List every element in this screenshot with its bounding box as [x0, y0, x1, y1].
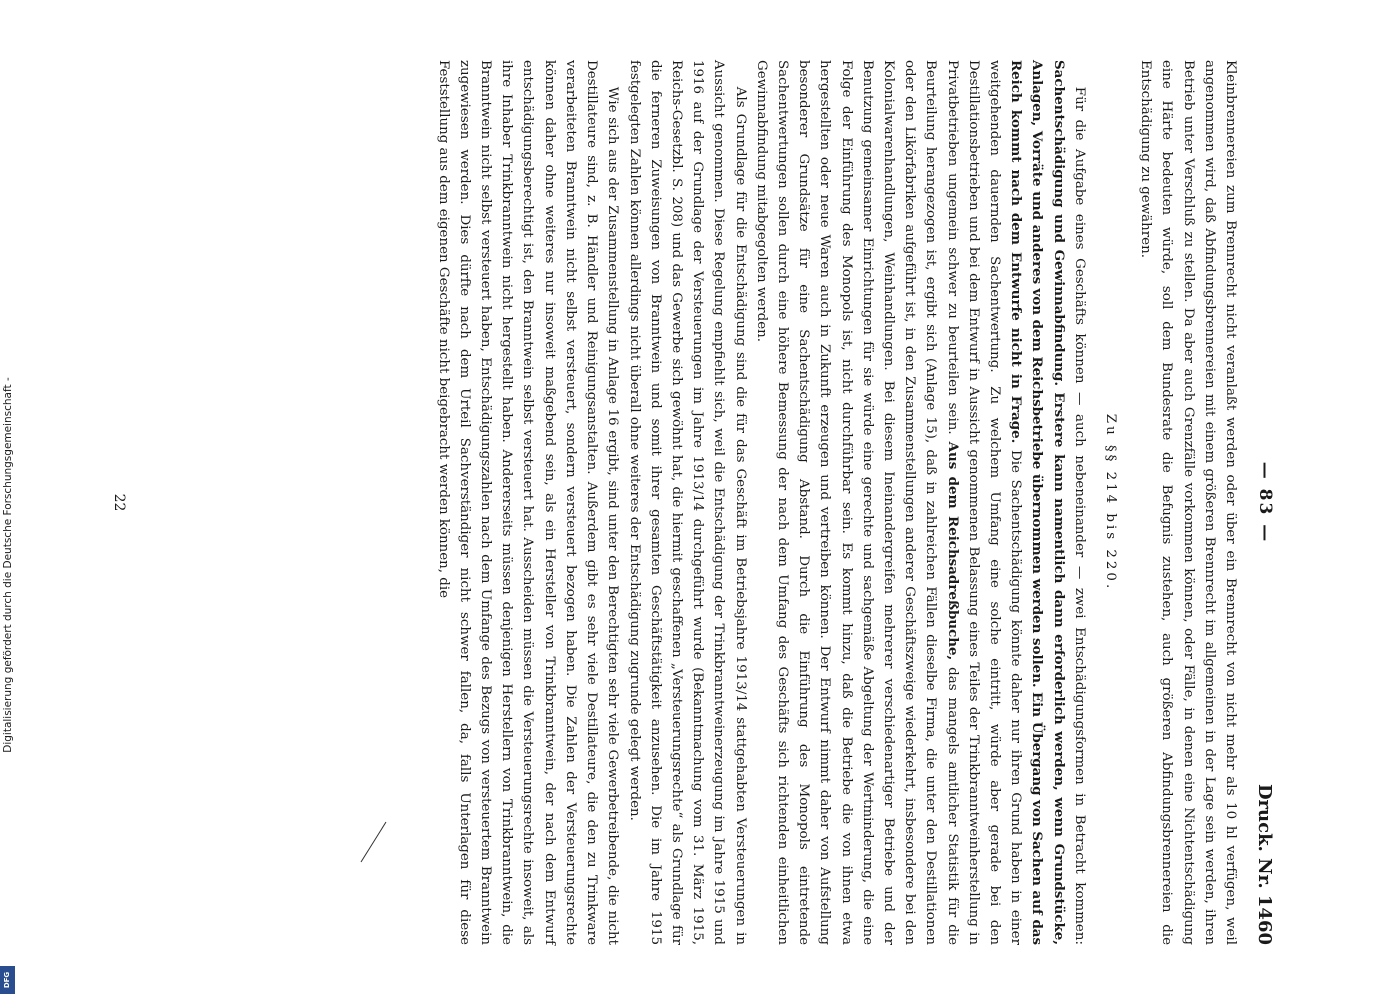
- document-page: [111, 60, 1275, 946]
- signature-mark: 22: [111, 493, 128, 512]
- paragraph-1: Kleinbrennereien zum Brennrecht nicht veranlaßt werden oder über ein Brennrecht von nicht mehr als 10 hl verfügen, weil angenommen wird, daß Abfindungsbrennereien mit einem größeren Brennrecht im allgemeinen in der Lage sein werden, ihren Betrieb unter Verschluß zu stellen. Da aber auch Grenzfälle vorkommen können, oder Fälle, in denen eine Nichtentschädigung eine Härte bedeuten würde, soll dem Bundesrate die Befugnis zustehen, auch größeren Abfindungsbrennereien die Entschädigung zu gewähren.: [1138, 60, 1238, 945]
- dfg-logo: [0, 966, 15, 994]
- paragraph-2: [751, 60, 1090, 945]
- para2-bold-4: Aus dem Reichsadreßbuche,: [944, 441, 961, 661]
- para2-text-end: das mangels amtlicher Statistik für die Beurteilung herangezogen ist, ergibt sich (Anlage 15), daß in zahlreichen Fällen dieselbe Firma, die unter den Destillationen oder den Likörfabriken aufgeführt ist, in den Zusammenstellungen anderer Geschäftszweige wiederkehrt, insbesondere bei den Kolonialwarenhandlungen, Weinhandlungen. Bei diesem Ineinandergreifen mehrerer verschiedenartiger Betriebe und der Benutzung gemeinsamer Einrichtungen für sie würde eine gerechte und sachgemäße Abgeltung der Wertminderung, die eine Folge der Einführung des Monopols ist, nicht durchführbar sein. Es kommt hinzu, daß die Betriebe die von ihnen etwa hergestellten oder neue Waren auch in Zukunft erzeugen und vertreiben können. Der Entwurf nimmt daher von Aufstellung besonderer Grundsätze für eine Sachentschädigung Abstand. Durch die Einführung des Monopols eintretende Sachentwertungen sollen durch eine höhere Bemessung der nach dem Umfang des Geschäfts sich richtenden einheitlichen Gewinnabfindung mitabgegolten werden.: [753, 60, 960, 946]
- para2-text-mid-2: Die Sachentschädigung könnte daher nur ihren Grund haben in einer weitgehenden dauernden Sachentwertung. Zu welchem Umfang eine solche eintritt, würde aber gerade bei den Destillationsbetrieben und bei dem Entwurf in Aussicht genommenen Belassung eines Teiles der Trinkbranntweinherstellung in Privatbetrieben ungemein schwer zu beurteilen sein.: [944, 60, 1024, 945]
- pencil-mark: [358, 820, 388, 865]
- page-header: [1241, 60, 1275, 945]
- para2-bold-3: Ein Übergang von Sachen auf das Reich kommt nach dem Entwurfe nicht in Frage.: [1008, 60, 1046, 946]
- para2-text-start: Für die Aufgabe eines Geschäfts können — auch nebeneinander — zwei Entschädigungsformen in Betracht kommen:: [1071, 86, 1087, 945]
- digitization-credit: [1, 140, 15, 990]
- para2-bold-1: Sachentschädigung und Gewinnabfindung.: [1050, 60, 1067, 387]
- para2-mid-1: Erstere kann namentlich dann erforderlich werden, wenn Grundstücke, Anlagen, Vorräte und anderes: [1029, 60, 1067, 945]
- paragraph-4: Wie sich aus der Zusammenstellung in Anlage 16 ergibt, sind unter den Berechtigten sehr viele Gewerbetreibende, die nicht Destillateure sind, z. B. Händler und Reinigungsanstalten. Außerdem gibt es sehr viele Destillateure, die den zu Trinkware verarbeiteten Branntwein nicht selbst versteuert, sondern versteuert bezogen haben. Die Zahlen der Versteuerungsrechte können daher ohne weiteres nur insoweit maßgebend sein, als ein Hersteller von Trinkbranntwein, der nach dem Entwurf entschädigungsberechtigt ist, den Branntwein selbst versteuert hat. Ausscheiden müssen die Versteuerungsrechte insoweit, als ihre Inhaber Trinkbranntwein nicht hergestellt haben. Andererseits müssen denjenigen Herstellern von Trinkbranntwein, die Branntwein nicht selbst versteuert haben, Entschädigungszahlen nach dem Umfange des Bezugs von versteuertem Branntwein zugewiesen werden. Dies dürfte nach dem Urteil Sachverständiger nicht schwer fallen, da, falls Unterlagen für diese Feststellung aus dem eigenen Geschäfte nicht beigebracht werden können, die: [435, 60, 621, 945]
- credit-text: Digitalisierung gefördert durch die Deutsche Forschungsgemeinschaft -: [2, 377, 14, 753]
- paragraph-3: Als Grundlage für die Entschädigung sind die für das Geschäft im Betriebsjahre 1913/14 stattgehabten Versteuerungen in Aussicht genommen. Diese Regelung empfiehlt sich, weil die Entschädigung der Trinkbranntweinerzeugung im Jahre 1915 und 1916 auf der Grundlage der Versteuerungen im Jahre 1913/14 durchgeführt wurde (Bekanntmachung vom 31. März 1915, Reichs-Gesetzbl. S. 208) und das Gewerbe sich gewöhnt hat, die hiermit geschaffenen „Versteuerungsrechte“ als Grundlage für die ferneren Zuweisungen von Branntwein und somit ihrer gesamten Geschäftstätigkeit anzusehen. Die im Jahre 1915 festgelegten Zahlen können allerdings nicht überall ohne weiteres der Entschädigung zugrunde gelegt werden.: [626, 60, 748, 945]
- drucksache-number: Druck. Nr. 1460: [1254, 783, 1275, 945]
- para2-bold-2: von dem Reichsbetriebe übernommen werden sollen.: [1029, 288, 1046, 688]
- dfg-logo-text: DFG: [3, 971, 12, 989]
- page-number: — 83 —: [1255, 461, 1275, 544]
- section-heading: Zu §§ 214 bis 220.: [1102, 413, 1118, 592]
